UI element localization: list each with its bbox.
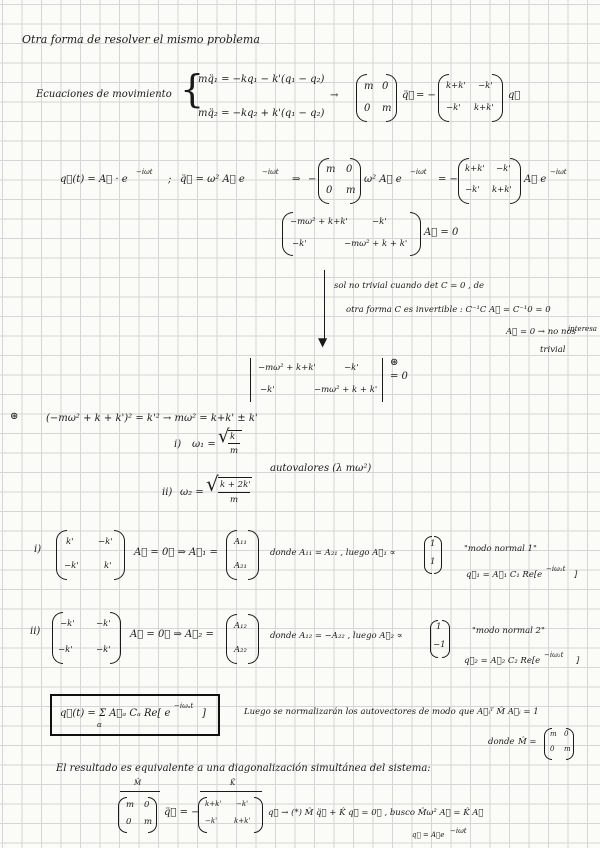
down-arrow-shaft <box>324 270 325 340</box>
sqrt-bar <box>218 477 252 478</box>
right-paren <box>492 74 503 122</box>
eq-motion-line1: mq̈₁ = −kq₁ − k'(q₁ − q₂) <box>198 74 325 85</box>
exponent: −iωₐt <box>174 702 194 710</box>
vector-cell: A₂₂ <box>234 645 247 655</box>
matrix-cell: k' <box>66 537 74 547</box>
ansatz-rhs: A⃗ e <box>524 174 547 185</box>
donde-label: donde <box>488 737 515 747</box>
matrix-cell: −mω² + k + k' <box>314 385 378 395</box>
star-icon: ⊛ <box>10 411 19 422</box>
final-qdd: q̈⃗ = − <box>164 807 200 818</box>
autovalores-note: autovalores (λ mω²) <box>270 463 372 474</box>
note-line4: trivial <box>540 345 566 355</box>
matrix-cell: k+k' <box>474 103 494 113</box>
matrix-cell: m <box>382 103 392 114</box>
K-label: K̂ <box>230 779 236 787</box>
eq-motion-line2: mq̈₂ = −kq₂ + k'(q₁ − q₂) <box>198 108 325 119</box>
matrix-cell: −k' <box>344 363 359 373</box>
matrix-cell: −k' <box>96 645 111 655</box>
matrix-cell: k+k' <box>492 185 512 195</box>
matrix-cell: −k' <box>292 239 307 249</box>
matrix-cell: −k' <box>465 185 480 195</box>
matrix-cell: m <box>550 730 557 738</box>
matrix-cell: k' <box>104 561 112 571</box>
matrix-cell: −k' <box>64 561 79 571</box>
matrix-cell: −k' <box>372 217 387 227</box>
matrix-cell: 0 <box>564 730 569 738</box>
sqrt-icon: √ <box>206 472 219 496</box>
bracket: ] <box>576 656 580 666</box>
matrix-cell: 0 <box>326 185 333 196</box>
vector-cell: A₁₂ <box>234 621 247 631</box>
omega2-den: m <box>230 495 239 505</box>
matrix-cell: −k' <box>446 103 461 113</box>
right-paren <box>350 158 361 204</box>
right-paren <box>248 614 259 664</box>
case-i-label: i) <box>174 439 182 450</box>
det-rhs: = 0 <box>390 371 408 382</box>
omega1-num: k <box>230 432 236 442</box>
implies: ⇒ <box>292 174 301 185</box>
normalization-text: Luego se normalizarán los autovectores de modo que A⃗ᵢᵀ M̂ A⃗ᵢ = 1 <box>244 707 539 717</box>
matrix-cell: k+k' <box>446 81 466 91</box>
omega2-num: k + 2k' <box>220 480 251 490</box>
vector-cell: 1 <box>430 539 436 549</box>
right-paren <box>148 797 157 833</box>
page-title: Otra forma de resolver el mismo problema <box>22 33 260 46</box>
right-paren <box>386 74 397 122</box>
minus: − <box>308 174 317 185</box>
final-rest: q⃗ → (*) M̂ q̈⃗ + K̂ q⃗ = 0⃗ , busco M̂ω² A⃗ = K̂ A⃗ <box>268 808 484 818</box>
matrix-cell: 0 <box>364 103 371 114</box>
semicolon: ; <box>168 174 172 185</box>
matrix-cell: −k' <box>260 385 275 395</box>
matrix-cell: −k' <box>96 619 111 629</box>
eq-minus: = − <box>438 174 458 185</box>
matrix-cell: −mω² + k+k' <box>258 363 316 373</box>
ansatz-qdd: q̈⃗ = ω² A⃗ e <box>180 174 245 185</box>
note-line3: A⃗ = 0 → no nos <box>506 327 576 337</box>
right-paren <box>410 212 421 256</box>
exponent: −iωt <box>450 827 467 835</box>
eigen-equation: (−mω² + k + k')² = k'² → mω² = k+k' ± k' <box>46 413 258 424</box>
exponent: −iωt <box>136 168 153 176</box>
exponent: −iω₁t <box>546 565 566 573</box>
final-sub: q⃗ = A⃗e <box>412 831 445 839</box>
exponent: −iωt <box>410 168 427 176</box>
matrix-cell: −mω² + k + k' <box>344 239 408 249</box>
mode1-text: donde A₁₁ = A₂₁ , luego A⃗₁ ∝ <box>270 548 396 558</box>
matrix-eq-rhs: A⃗ = 0 <box>424 227 459 238</box>
star-icon: ⊛ <box>390 357 399 368</box>
matrix-cell: −k' <box>236 800 249 808</box>
right-paren <box>442 620 450 658</box>
eq-motion-label: Ecuaciones de movimiento <box>36 89 172 100</box>
matrix-cell: k+k' <box>234 817 251 825</box>
exponent: −iω₂t <box>544 651 564 659</box>
mass-matrix-label: M̂ = <box>518 737 537 747</box>
vector-cell: A₁₁ <box>234 537 247 547</box>
mode1-q: q⃗₁ = A⃗₁ C₁ Re[e <box>466 570 543 580</box>
mode2-text: donde A₁₂ = −A₂₂ , luego A⃗₂ ∝ <box>270 631 403 641</box>
right-paren <box>434 536 442 574</box>
brace: { <box>180 67 205 111</box>
matrix-cell: −k' <box>496 164 511 174</box>
down-arrow-icon: ▼ <box>318 335 328 349</box>
det-bar-left <box>250 358 251 402</box>
matrix-cell: −k' <box>58 645 73 655</box>
qvec: q⃗ <box>508 90 521 101</box>
matrix-cell: k+k' <box>465 164 485 174</box>
mode2-name: "modo normal 2" <box>472 626 545 636</box>
sum-index: α <box>97 721 102 729</box>
matrix-cell: m <box>126 800 135 810</box>
bracket: ] <box>202 708 206 719</box>
ansatz-lhs: q⃗(t) = A⃗ · e <box>60 174 128 185</box>
vector-cell: 1 <box>436 622 442 632</box>
qdd: q̈⃗ <box>402 90 415 101</box>
matrix-cell: m <box>346 185 356 196</box>
exponent: −iωt <box>262 168 279 176</box>
bracket: ] <box>574 570 578 580</box>
matrix-cell: 0 <box>346 164 353 175</box>
note-line1: sol no trivial cuando det C = 0 , de <box>334 281 485 291</box>
sqrt-icon: √ <box>218 426 230 447</box>
general-solution: q⃗(t) = Σ A⃗ₐ Cₐ Re[ e <box>60 708 171 719</box>
det-bar-right <box>382 358 383 402</box>
eq-minus: = − <box>416 90 436 101</box>
mode1-label: i) <box>34 544 42 555</box>
matrix-cell: −k' <box>60 619 75 629</box>
matrix-cell: −k' <box>98 537 113 547</box>
fraction-bar <box>218 492 250 493</box>
overbrace <box>120 791 160 792</box>
mode1-name: "modo normal 1" <box>464 544 537 554</box>
mode1-eq: A⃗ = 0⃗ ⇒ A⃗₁ = <box>134 547 218 558</box>
note-line3b: interesa <box>568 325 597 333</box>
matrix-cell: m <box>564 745 571 753</box>
matrix-cell: 0 <box>144 800 150 810</box>
matrix-cell: −mω² + k+k' <box>290 217 348 227</box>
M-label: M̂ <box>134 779 142 787</box>
mode2-eq: A⃗ = 0⃗ ⇒ A⃗₂ = <box>130 629 214 640</box>
matrix-cell: −k' <box>478 81 493 91</box>
matrix-cell: −k' <box>205 817 218 825</box>
omega1: ω₁ = <box>192 439 216 450</box>
arrow: → <box>330 90 339 101</box>
right-paren <box>248 530 259 580</box>
vector-cell: A₂₁ <box>234 561 247 571</box>
note-line2: otra forma C es invertible : C⁻¹C A⃗ = C⁻¹0 = 0 <box>346 305 551 315</box>
matrix-cell: k+k' <box>205 800 222 808</box>
right-paren <box>110 612 121 664</box>
matrix-cell: m <box>144 817 153 827</box>
right-paren <box>510 158 521 204</box>
right-paren <box>254 797 263 833</box>
right-paren <box>566 728 574 760</box>
vector-cell: 1 <box>430 557 436 567</box>
overbrace <box>200 791 262 792</box>
fraction-bar <box>228 443 240 444</box>
exponent: −iωt <box>550 168 567 176</box>
matrix-cell: 0 <box>550 745 555 753</box>
matrix-cell: m <box>326 164 336 175</box>
ansatz-mid: ω² A⃗ e <box>364 174 402 185</box>
matrix-cell: 0 <box>126 817 132 827</box>
mode2-q: q⃗₂ = A⃗₂ C₂ Re[e <box>464 656 541 666</box>
right-paren <box>114 530 125 580</box>
sqrt-bar <box>228 430 242 431</box>
omega1-den: m <box>230 446 239 456</box>
matrix-cell: 0 <box>382 81 389 92</box>
vector-cell: −1 <box>433 640 446 650</box>
mode2-label: ii) <box>30 626 41 637</box>
omega2: ω₂ = <box>180 487 204 498</box>
final-text: El resultado es equivalente a una diagonalización simultánea del sistema: <box>56 763 431 774</box>
case-ii-label: ii) <box>162 487 173 498</box>
matrix-cell: m <box>364 81 374 92</box>
